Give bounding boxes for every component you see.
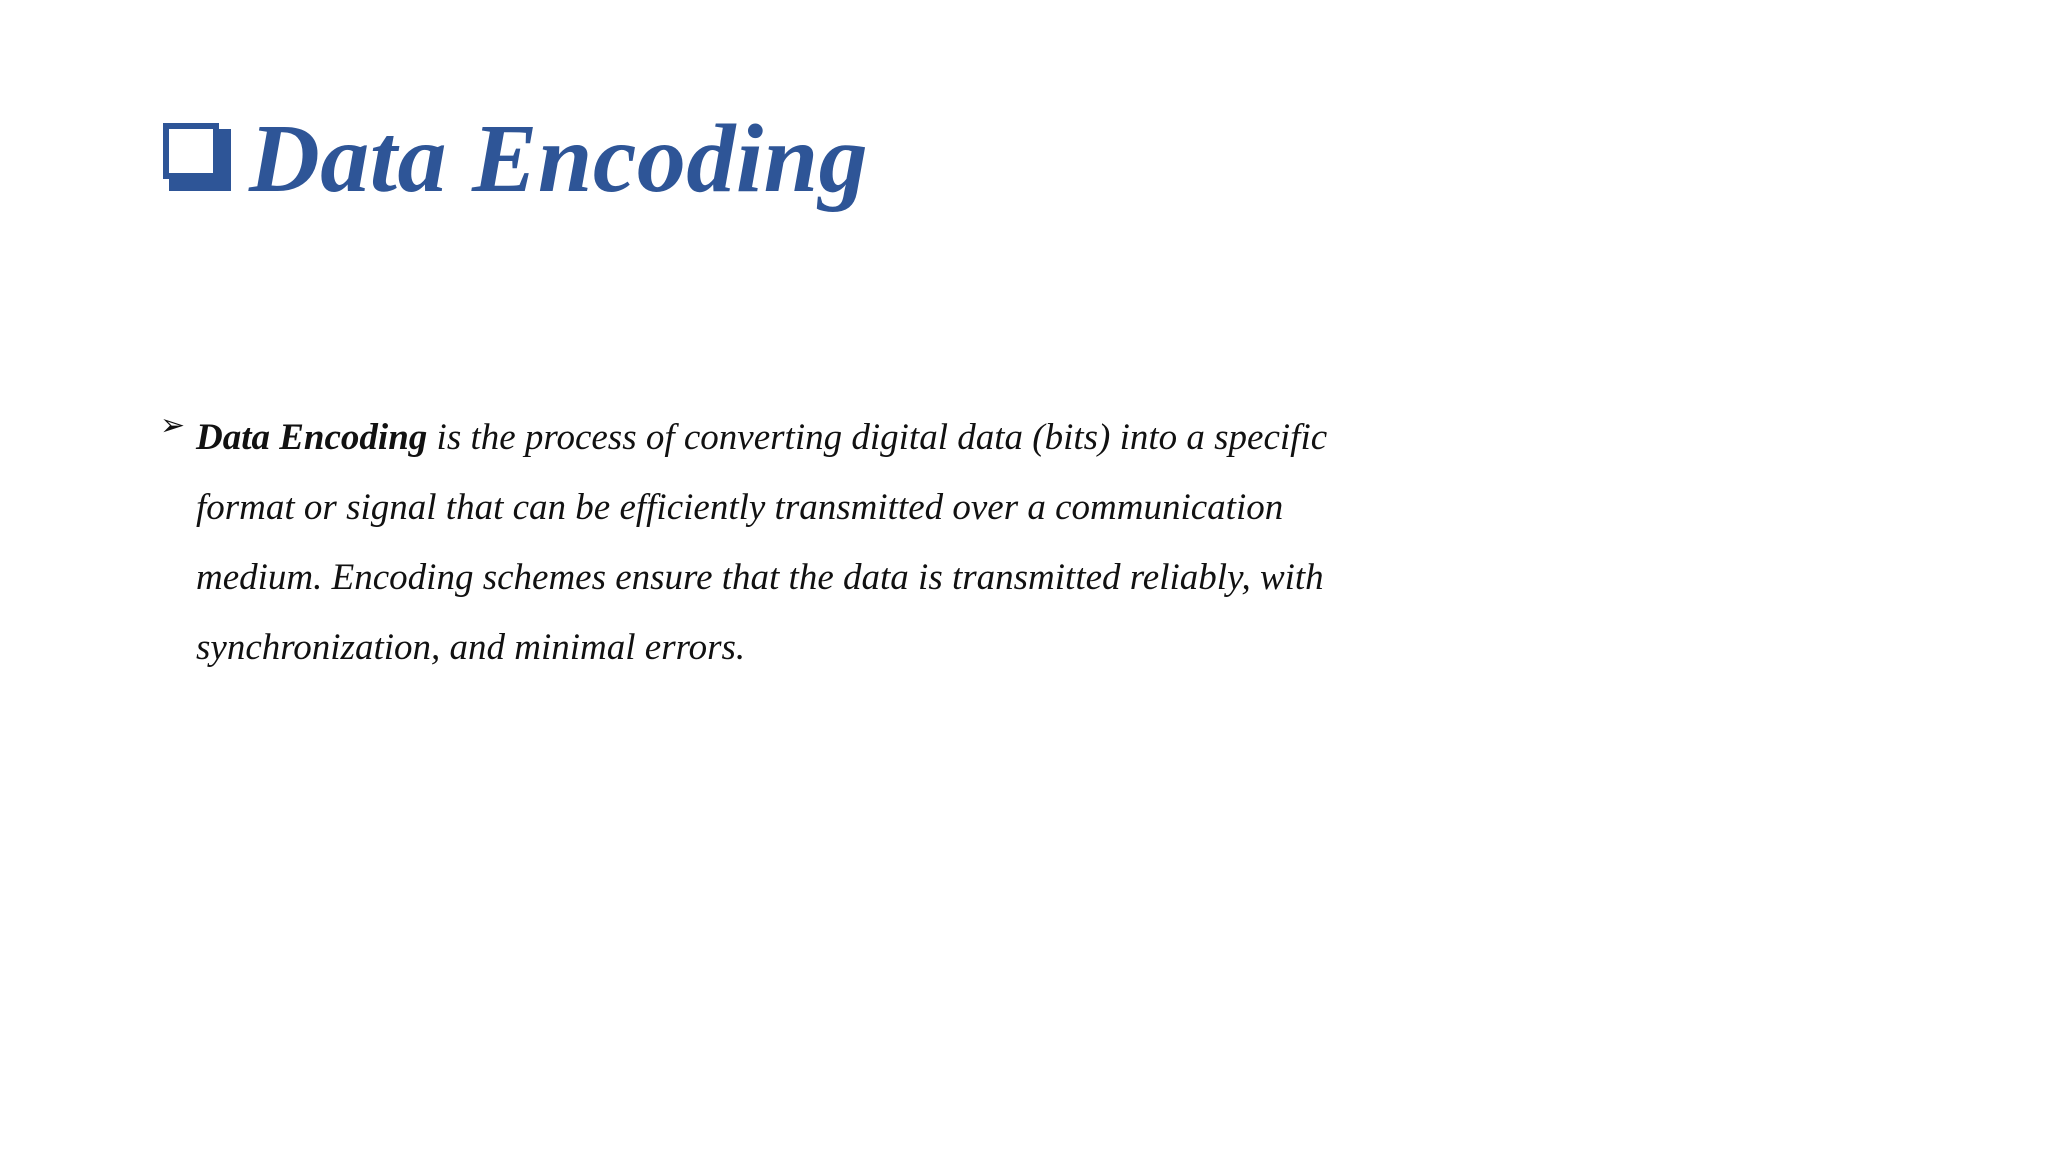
- title-row: [163, 105, 869, 213]
- bullet-body: is the process of converting digital data (bits) into a specific format or signal that can be efficiently transmitted over a communication medium. Encoding schemes ensure that the data is transmitted reliably, with synchronization, and minimal errors.: [196, 417, 1328, 668]
- bullet-text: [196, 403, 1400, 683]
- checkbox-square-icon: [163, 117, 235, 189]
- bullet-lead-term: Data Encoding: [196, 417, 428, 458]
- slide-title: Data Encoding: [249, 105, 869, 213]
- bullet-item: [160, 403, 1400, 683]
- arrowhead-bullet-icon: ➢: [160, 408, 186, 443]
